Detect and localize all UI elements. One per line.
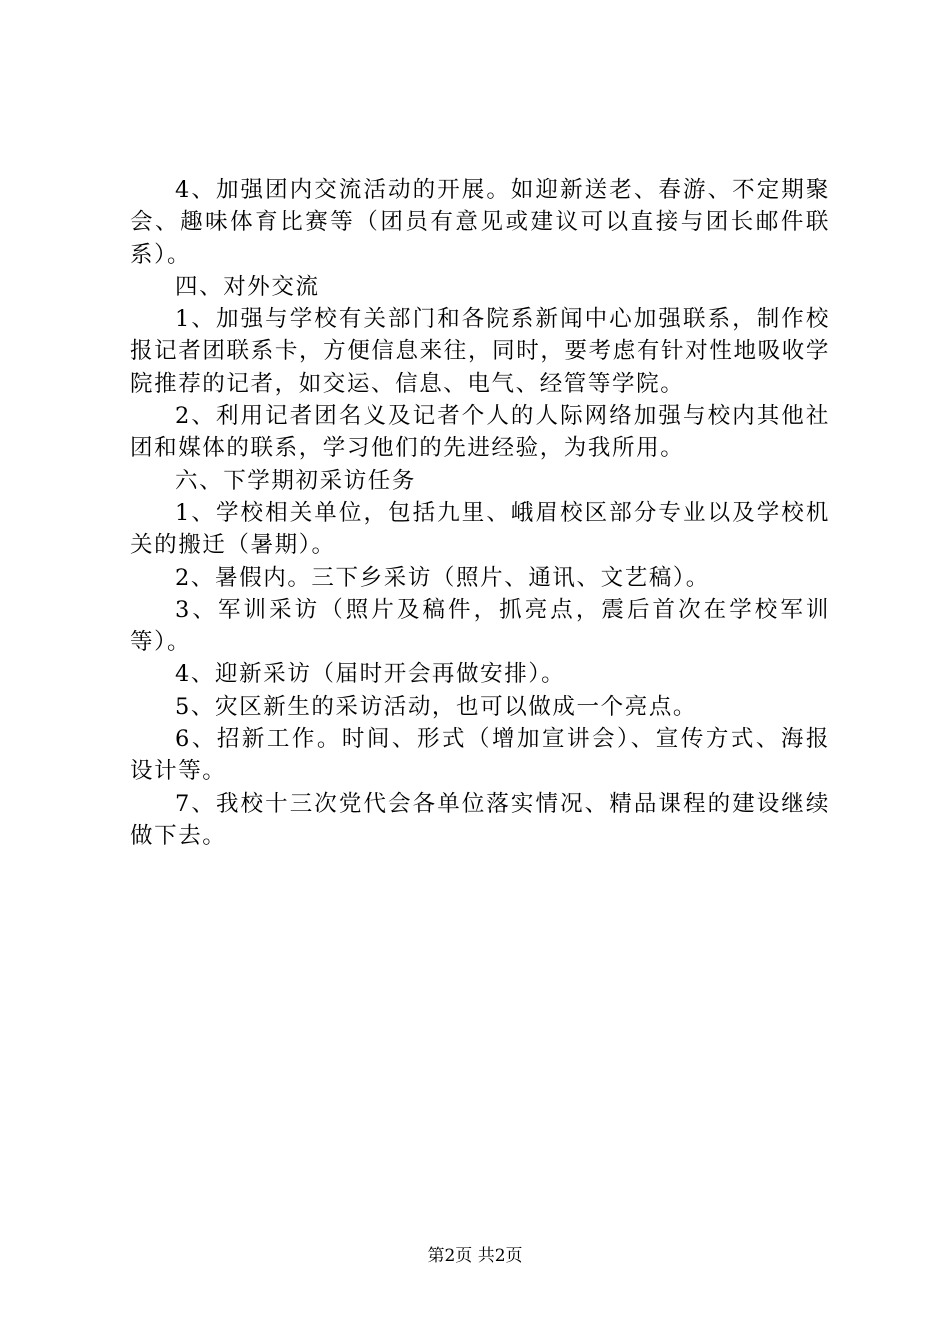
section-heading-external-exchange: 四、对外交流	[175, 273, 320, 300]
paragraph-item-4-team-exchange: 4、加强团内交流活动的开展。如迎新送老、春游、不定期聚会、趣味体育比赛等（团员有意见或建议可以直接与团长邮件联系）。	[130, 177, 830, 268]
paragraph-task-6-recruitment: 6、招新工作。时间、形式（增加宣讲会）、宣传方式、海报设计等。	[130, 726, 830, 785]
paragraph-task-5-disaster-area: 5、灾区新生的采访活动，也可以做成一个亮点。	[175, 693, 698, 720]
paragraph-task-2-summer: 2、暑假内。三下乡采访（照片、通讯、文艺稿）。	[175, 564, 710, 591]
page-footer	[0, 1244, 950, 1268]
section-heading-next-semester-tasks: 六、下学期初采访任务	[175, 467, 417, 494]
paragraph-item-1-department-contact: 1、加强与学校有关部门和各院系新闻中心加强联系，制作校报记者团联系卡，方便信息来往，同时，要考虑有针对性地吸收学院推荐的记者，如交运、信息、电气、经管等学院。	[130, 306, 830, 397]
paragraph-task-7-party-congress: 7、我校十三次党代会各单位落实情况、精品课程的建设继续做下去。	[130, 790, 830, 849]
paragraph-task-4-welcome: 4、迎新采访（届时开会再做安排）。	[175, 661, 566, 688]
page-number: 第2页 共2页	[427, 1246, 523, 1266]
paragraph-task-3-military-training: 3、军训采访（照片及稿件，抓亮点，震后首次在学校军训等）。	[130, 596, 830, 656]
paragraph-task-1-relocation: 1、学校相关单位，包括九里、峨眉校区部分专业以及学校机关的搬迁（暑期）。	[130, 499, 830, 559]
paragraph-item-2-network: 2、利用记者团名义及记者个人的人际网络加强与校内其他社团和媒体的联系，学习他们的先进经验，为我所用。	[130, 403, 830, 462]
document-body	[130, 174, 830, 852]
